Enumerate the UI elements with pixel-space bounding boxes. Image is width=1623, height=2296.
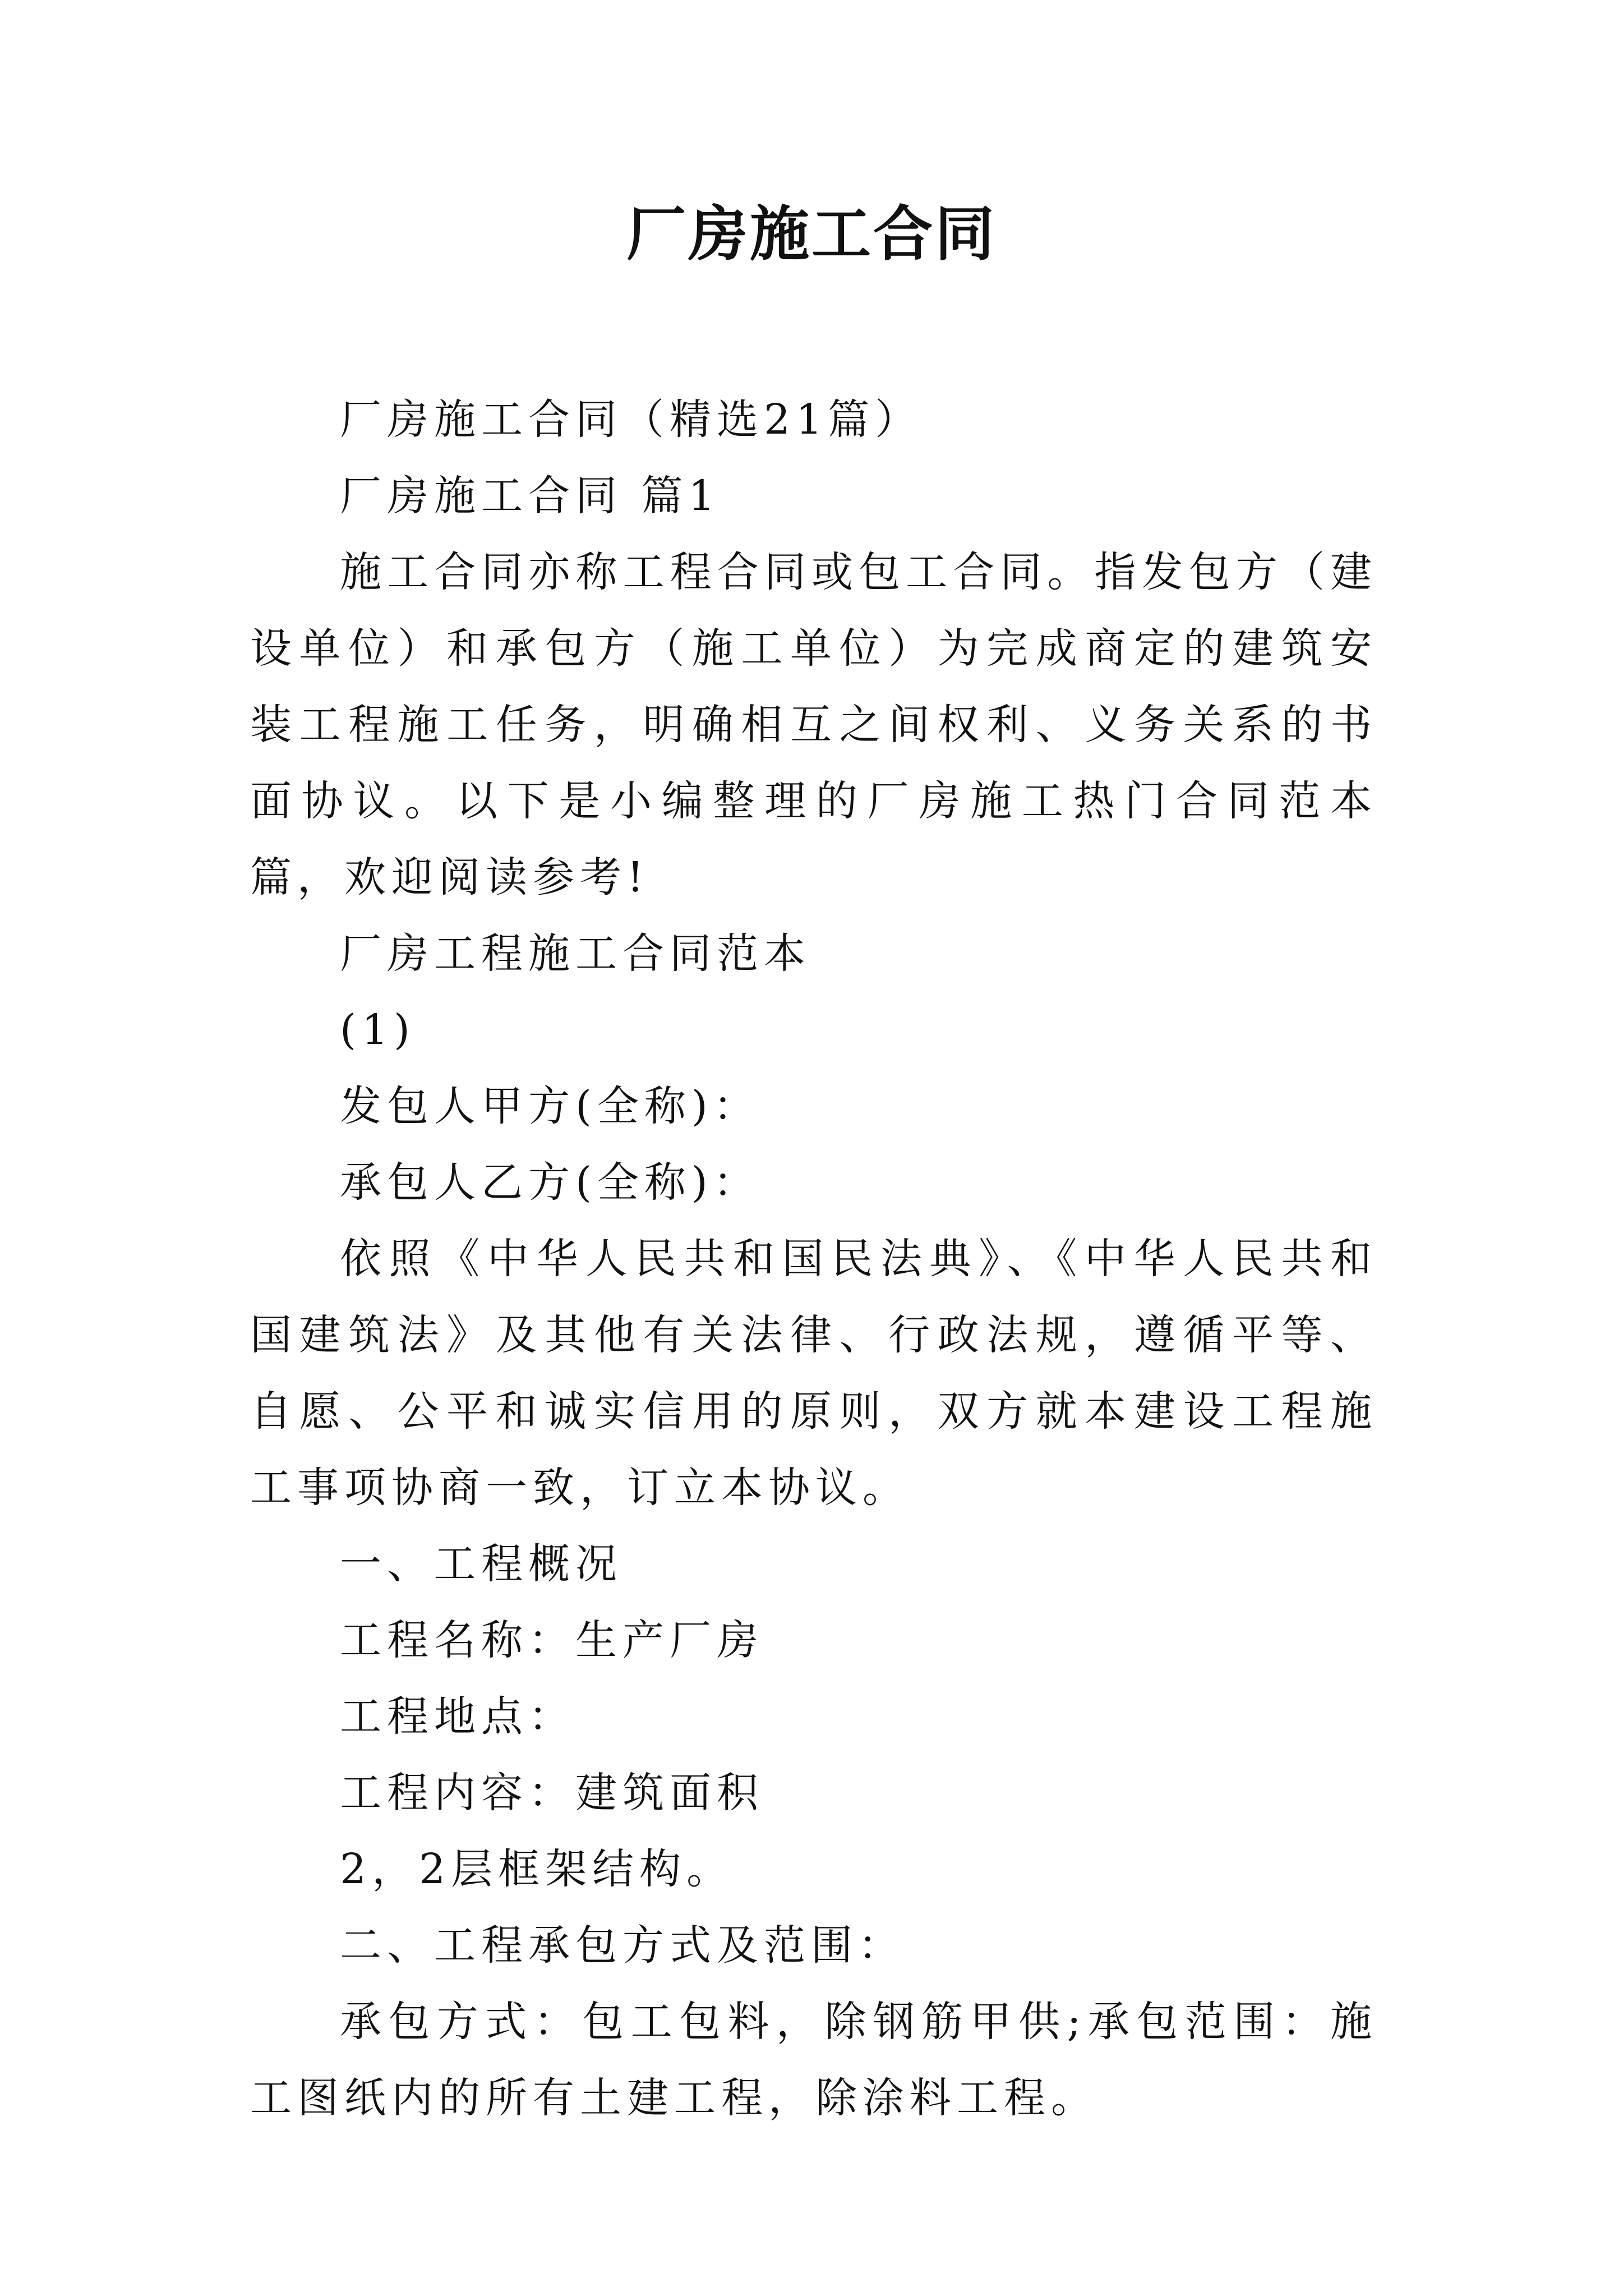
paragraph-legal-basis: 依照《中华人民共和国民法典》、《中华人民共和国建筑法》及其他有关法律、行政法规，遵循平等、自愿、公平和诚实信用的原则，双方就本建设工程施工事项协商一致，订立本协议。 bbox=[250, 1235, 1377, 1512]
paragraph-subtitle: 厂房施工合同（精选21篇） bbox=[340, 395, 923, 444]
paragraph-project-location: 工程地点： bbox=[340, 1692, 575, 1741]
paragraph-project-name: 工程名称：生产厂房 bbox=[340, 1616, 764, 1664]
paragraph-contract-method: 承包方式：包工包料，除钢筋甲供;承包范围：施工图纸内的所有土建工程，除涂料工程。 bbox=[250, 1998, 1377, 2122]
paragraph-template-title: 厂房工程施工合同范本 bbox=[340, 930, 811, 978]
document-title: 厂房施工合同 bbox=[626, 199, 997, 269]
paragraph-party-b: 承包人乙方(全称)： bbox=[340, 1158, 760, 1207]
paragraph-party-a: 发包人甲方(全称)： bbox=[340, 1082, 760, 1130]
paragraph-heading-scope: 二、工程承包方式及范围： bbox=[340, 1921, 905, 1970]
paragraph-number: (1) bbox=[340, 1006, 416, 1054]
paragraph-structure: 2，2层框架结构。 bbox=[340, 1845, 734, 1893]
document-body bbox=[250, 381, 1377, 2136]
paragraph-heading-overview: 一、工程概况 bbox=[340, 1540, 623, 1588]
paragraph-intro: 施工合同亦称工程合同或包工合同。指发包方（建设单位）和承包方（施工单位）为完成商定的建筑安装工程施工任务，明确相互之间权利、义务关系的书面协议。以下是小编整理的厂房施工热门合同范本篇，欢迎阅读参考! bbox=[250, 548, 1377, 901]
paragraph-section-heading: 厂房施工合同 篇1 bbox=[340, 472, 721, 520]
paragraph-project-content: 工程内容：建筑面积 bbox=[340, 1769, 764, 1817]
